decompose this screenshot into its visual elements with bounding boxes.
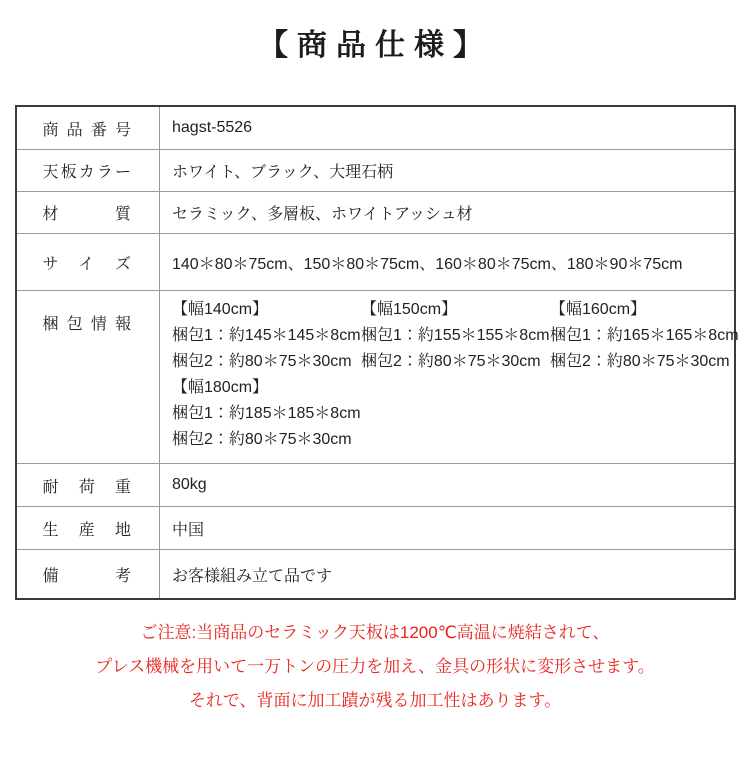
packing-info-cell bbox=[160, 291, 739, 464]
packing-line: 梱包1：約145＊145＊8cm bbox=[172, 327, 361, 344]
row-value: 140＊80＊75cm、150＊80＊75cm、160＊80＊75cm、180＊90＊75cm bbox=[160, 234, 735, 291]
row-label: 商品番号 bbox=[16, 106, 160, 150]
table-row-product-number bbox=[16, 106, 735, 150]
packing-group-140 bbox=[172, 297, 361, 375]
caution-line: プレス機械を用いて一万トンの圧力を加え、金具の形状に変形させます。 bbox=[95, 657, 655, 676]
row-value: hagst-5526 bbox=[172, 119, 253, 136]
caution-line: それで、背面に加工蹟が残る加工性はあります。 bbox=[188, 691, 562, 710]
caution-line: ご注意:当商品のセラミック天板は1200℃高温に焼結されて、 bbox=[140, 623, 610, 642]
row-value: 中国 bbox=[160, 507, 735, 550]
packing-line: 梱包2：約80＊75＊30cm bbox=[550, 353, 730, 370]
table-row-packing-info bbox=[16, 291, 735, 464]
row-value: ホワイト、ブラック、大理石柄 bbox=[160, 150, 735, 192]
row-label: 生産地 bbox=[16, 507, 160, 550]
table-row-top-color bbox=[16, 150, 735, 192]
row-value: セラミック、多層板、ホワイトアッシュ材 bbox=[160, 192, 735, 234]
packing-line: 梱包2：約80＊75＊30cm bbox=[172, 431, 352, 448]
row-label: 材質 bbox=[16, 192, 160, 234]
packing-line: 梱包1：約155＊155＊8cm bbox=[361, 327, 550, 344]
table-row-origin bbox=[16, 507, 735, 550]
row-value: お客様組み立て品です bbox=[160, 550, 735, 600]
packing-line: 梱包2：約80＊75＊30cm bbox=[172, 353, 352, 370]
packing-group-header: 【幅160cm】 bbox=[550, 301, 647, 318]
packing-group-180 bbox=[172, 375, 734, 453]
packing-columns bbox=[172, 297, 739, 375]
caution-notice bbox=[0, 616, 750, 718]
row-label: 備考 bbox=[16, 550, 160, 600]
row-label: 耐荷重 bbox=[16, 464, 160, 507]
packing-group-header: 【幅150cm】 bbox=[361, 301, 458, 318]
packing-line: 梱包2：約80＊75＊30cm bbox=[361, 353, 541, 370]
table-row-material bbox=[16, 192, 735, 234]
row-label: 天板カラー bbox=[16, 150, 160, 192]
page-title: 【商品仕様】 bbox=[258, 29, 492, 62]
spec-table bbox=[15, 105, 739, 600]
packing-group-150 bbox=[361, 297, 550, 375]
table-row-size bbox=[16, 234, 735, 291]
packing-line: 梱包1：約165＊165＊8cm bbox=[550, 327, 739, 344]
packing-group-160 bbox=[550, 297, 739, 375]
packing-line: 梱包1：約185＊185＊8cm bbox=[172, 405, 361, 422]
packing-group-header: 【幅140cm】 bbox=[172, 301, 269, 318]
row-label: 梱包情報 bbox=[16, 291, 160, 464]
table-row-remarks bbox=[16, 550, 735, 600]
row-value: 80kg bbox=[160, 464, 735, 507]
packing-group-header: 【幅180cm】 bbox=[172, 379, 269, 396]
table-row-load-capacity bbox=[16, 464, 735, 507]
row-label: サイズ bbox=[16, 234, 160, 291]
